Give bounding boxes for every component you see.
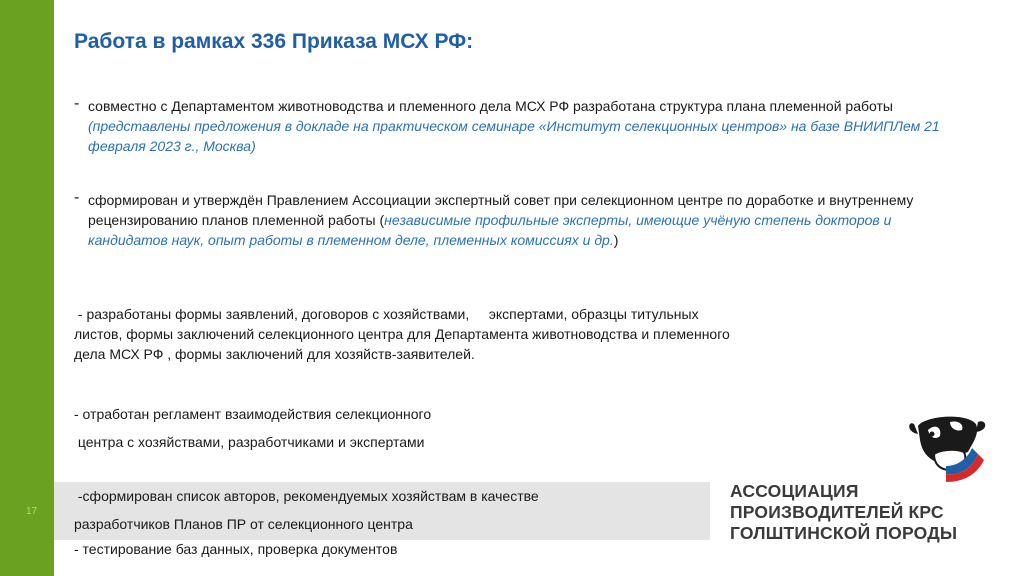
holstein-cow-head-icon — [906, 410, 990, 482]
bullet-dash: - — [74, 189, 80, 206]
bullet-item-2 — [74, 190, 968, 250]
left-accent-bar — [0, 0, 54, 576]
bullet-item-3 — [74, 304, 894, 364]
logo-line: ПРОИЗВОДИТЕЛЕЙ КРС — [730, 502, 944, 522]
page-number: 17 — [26, 506, 38, 517]
bullet-text: совместно с Департаментом животноводства и племенного дела МСХ РФ разработана структура плана племенной работы — [88, 98, 893, 114]
bullet-close-paren: ) — [613, 232, 619, 248]
bullet-item-5 — [74, 482, 694, 538]
slide-title: Работа в рамках 336 Приказа МСХ РФ: — [74, 30, 474, 53]
bullet-line: - отработан регламент взаимодействия селекционного — [74, 406, 432, 422]
bullet-item-4 — [74, 400, 674, 456]
logo-line: ГОЛШТИНСКОЙ ПОРОДЫ — [730, 523, 958, 543]
bullet-line: - тестирование баз данных, проверка документов — [74, 541, 398, 557]
bullet-line: дела МСХ РФ , формы заключений для хозяйств-заявителей. — [74, 346, 475, 362]
bullet-line: листов, формы заключений селекционного центра для Департамента животноводства и племенного — [74, 326, 730, 342]
bullet-dash: - — [74, 95, 80, 112]
bullet-text: сформирован и утверждён Правлением Ассоциации экспертный совет при селекционном центре по доработке и внутреннему рецензированию планов племенной работы ( — [88, 192, 914, 228]
bullet-note: независимые профильные эксперты, имеющие учёную степень докторов и кандидатов наук, опыт работы в племенном деле, племенных комиссиях и др. — [88, 212, 892, 248]
bullet-item-1 — [74, 96, 968, 156]
bullet-item-6 — [74, 538, 694, 560]
bullet-line: - разработаны формы заявлений, договоров с хозяйствами, экспертами, образцы титульных — [74, 306, 699, 322]
logo-line: АССОЦИАЦИЯ — [730, 481, 859, 501]
bullet-line: разработчиков Планов ПР от селекционного центра — [74, 516, 413, 532]
bullet-line: -сформирован список авторов, рекомендуемых хозяйствам в качестве — [74, 488, 539, 504]
association-logo-text — [730, 481, 957, 544]
bullet-note: (представлены предложения в докладе на практическом семинаре «Институт селекционных центров» на базе ВНИИПЛем 21 февраля 2023 г., Москва) — [88, 118, 940, 154]
bullet-line: центра с хозяйствами, разработчиками и экспертами — [74, 434, 425, 450]
